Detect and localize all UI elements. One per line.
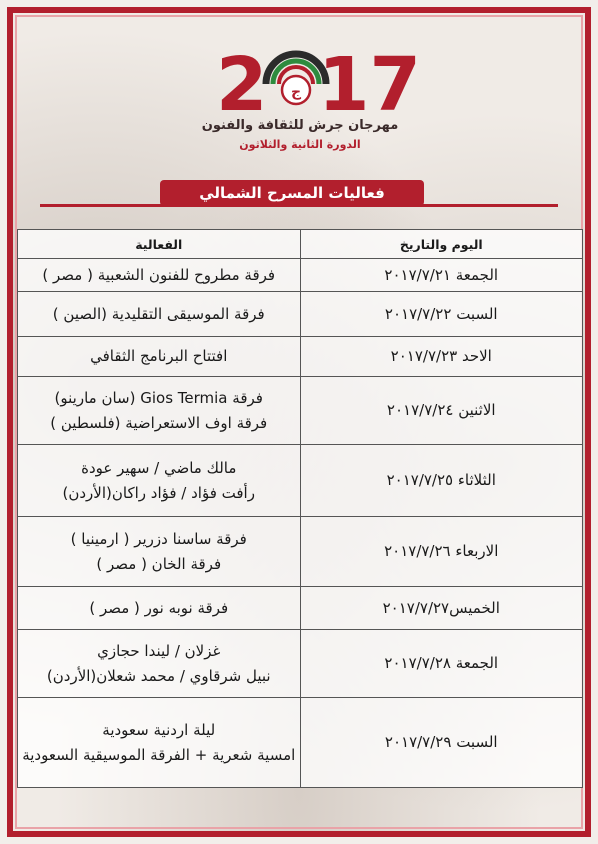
row-event — [18, 517, 301, 587]
event-line: رأفت فؤاد / فؤاد راكان(الأردن) — [62, 483, 255, 502]
event-line: افتتاح البرنامج الثقافي — [90, 347, 228, 365]
events-table — [17, 229, 583, 788]
row-event — [18, 630, 301, 698]
event-line: نبيل شرقاوي / محمد شعلان(الأردن) — [46, 666, 271, 685]
event-line: فرقة Gios Termia (سان مارينو) — [54, 388, 263, 407]
row-event — [18, 445, 301, 517]
table-row — [18, 445, 583, 517]
row-date: السبت ٢٠١٧/٧/٢٢ — [300, 292, 583, 337]
row-date: السبت ٢٠١٧/٧/٢٩ — [300, 698, 583, 788]
header-event: الفعالية — [18, 230, 301, 259]
table-header-row — [18, 230, 583, 259]
event-line: فرقة الموسيقى التقليدية (الصين ) — [52, 304, 265, 323]
event-line: مالك ماضي / سهير عودة — [81, 458, 237, 477]
row-event — [18, 259, 301, 292]
row-date: الجمعة ٢٠١٧/٧/٢١ — [300, 259, 583, 292]
section-title: فعاليات المسرح الشمالي — [160, 180, 424, 206]
event-line: فرقة مطروح للفنون الشعبية ( مصر ) — [42, 265, 276, 284]
header-date: اليوم والتاريخ — [300, 230, 583, 259]
emblem-letter: ج — [290, 84, 302, 100]
row-date: الاربعاء ٢٠١٧/٧/٢٦ — [300, 517, 583, 587]
table-row — [18, 377, 583, 445]
event-line: فرقة اوف الاستعراضية (فلسطين ) — [50, 413, 268, 432]
row-event — [18, 292, 301, 337]
row-event — [18, 698, 301, 788]
row-event — [18, 587, 301, 630]
row-date: الثلاثاء ٢٠١٧/٧/٢٥ — [300, 445, 583, 517]
emblem-icon — [266, 54, 326, 104]
row-date: الاثنين ٢٠١٧/٧/٢٤ — [300, 377, 583, 445]
row-date: الجمعة ٢٠١٧/٧/٢٨ — [300, 630, 583, 698]
session-name: الدورة الثانية والثلاثون — [239, 138, 361, 151]
event-line: فرقة ساسنا دزرير ( ارمينيا ) — [70, 529, 247, 548]
row-event — [18, 337, 301, 377]
row-date: الاحد ٢٠١٧/٧/٢٣ — [300, 337, 583, 377]
event-line: غزلان / ليندا حجازي — [97, 641, 221, 660]
festival-name: مهرجان جرش للثقافة والفنون — [201, 118, 399, 133]
row-event — [18, 377, 301, 445]
event-line: فرقة الخان ( مصر ) — [96, 554, 222, 573]
table-row — [18, 587, 583, 630]
event-line: امسية شعرية + الفرقة الموسيقية السعودية — [22, 745, 296, 764]
event-line: ليلة اردنية سعودية — [102, 720, 216, 739]
year-digits-17: 17 — [318, 42, 421, 128]
table-row — [18, 259, 583, 292]
table-row — [18, 292, 583, 337]
table-row — [18, 337, 583, 377]
event-line: فرقة نوبه نور ( مصر ) — [89, 598, 229, 617]
table-row — [18, 630, 583, 698]
table-row — [18, 698, 583, 788]
year-digit-2: 2 — [216, 42, 268, 128]
table-row — [18, 517, 583, 587]
row-date: الخميس٢٠١٧/٧/٢٧ — [300, 587, 583, 630]
